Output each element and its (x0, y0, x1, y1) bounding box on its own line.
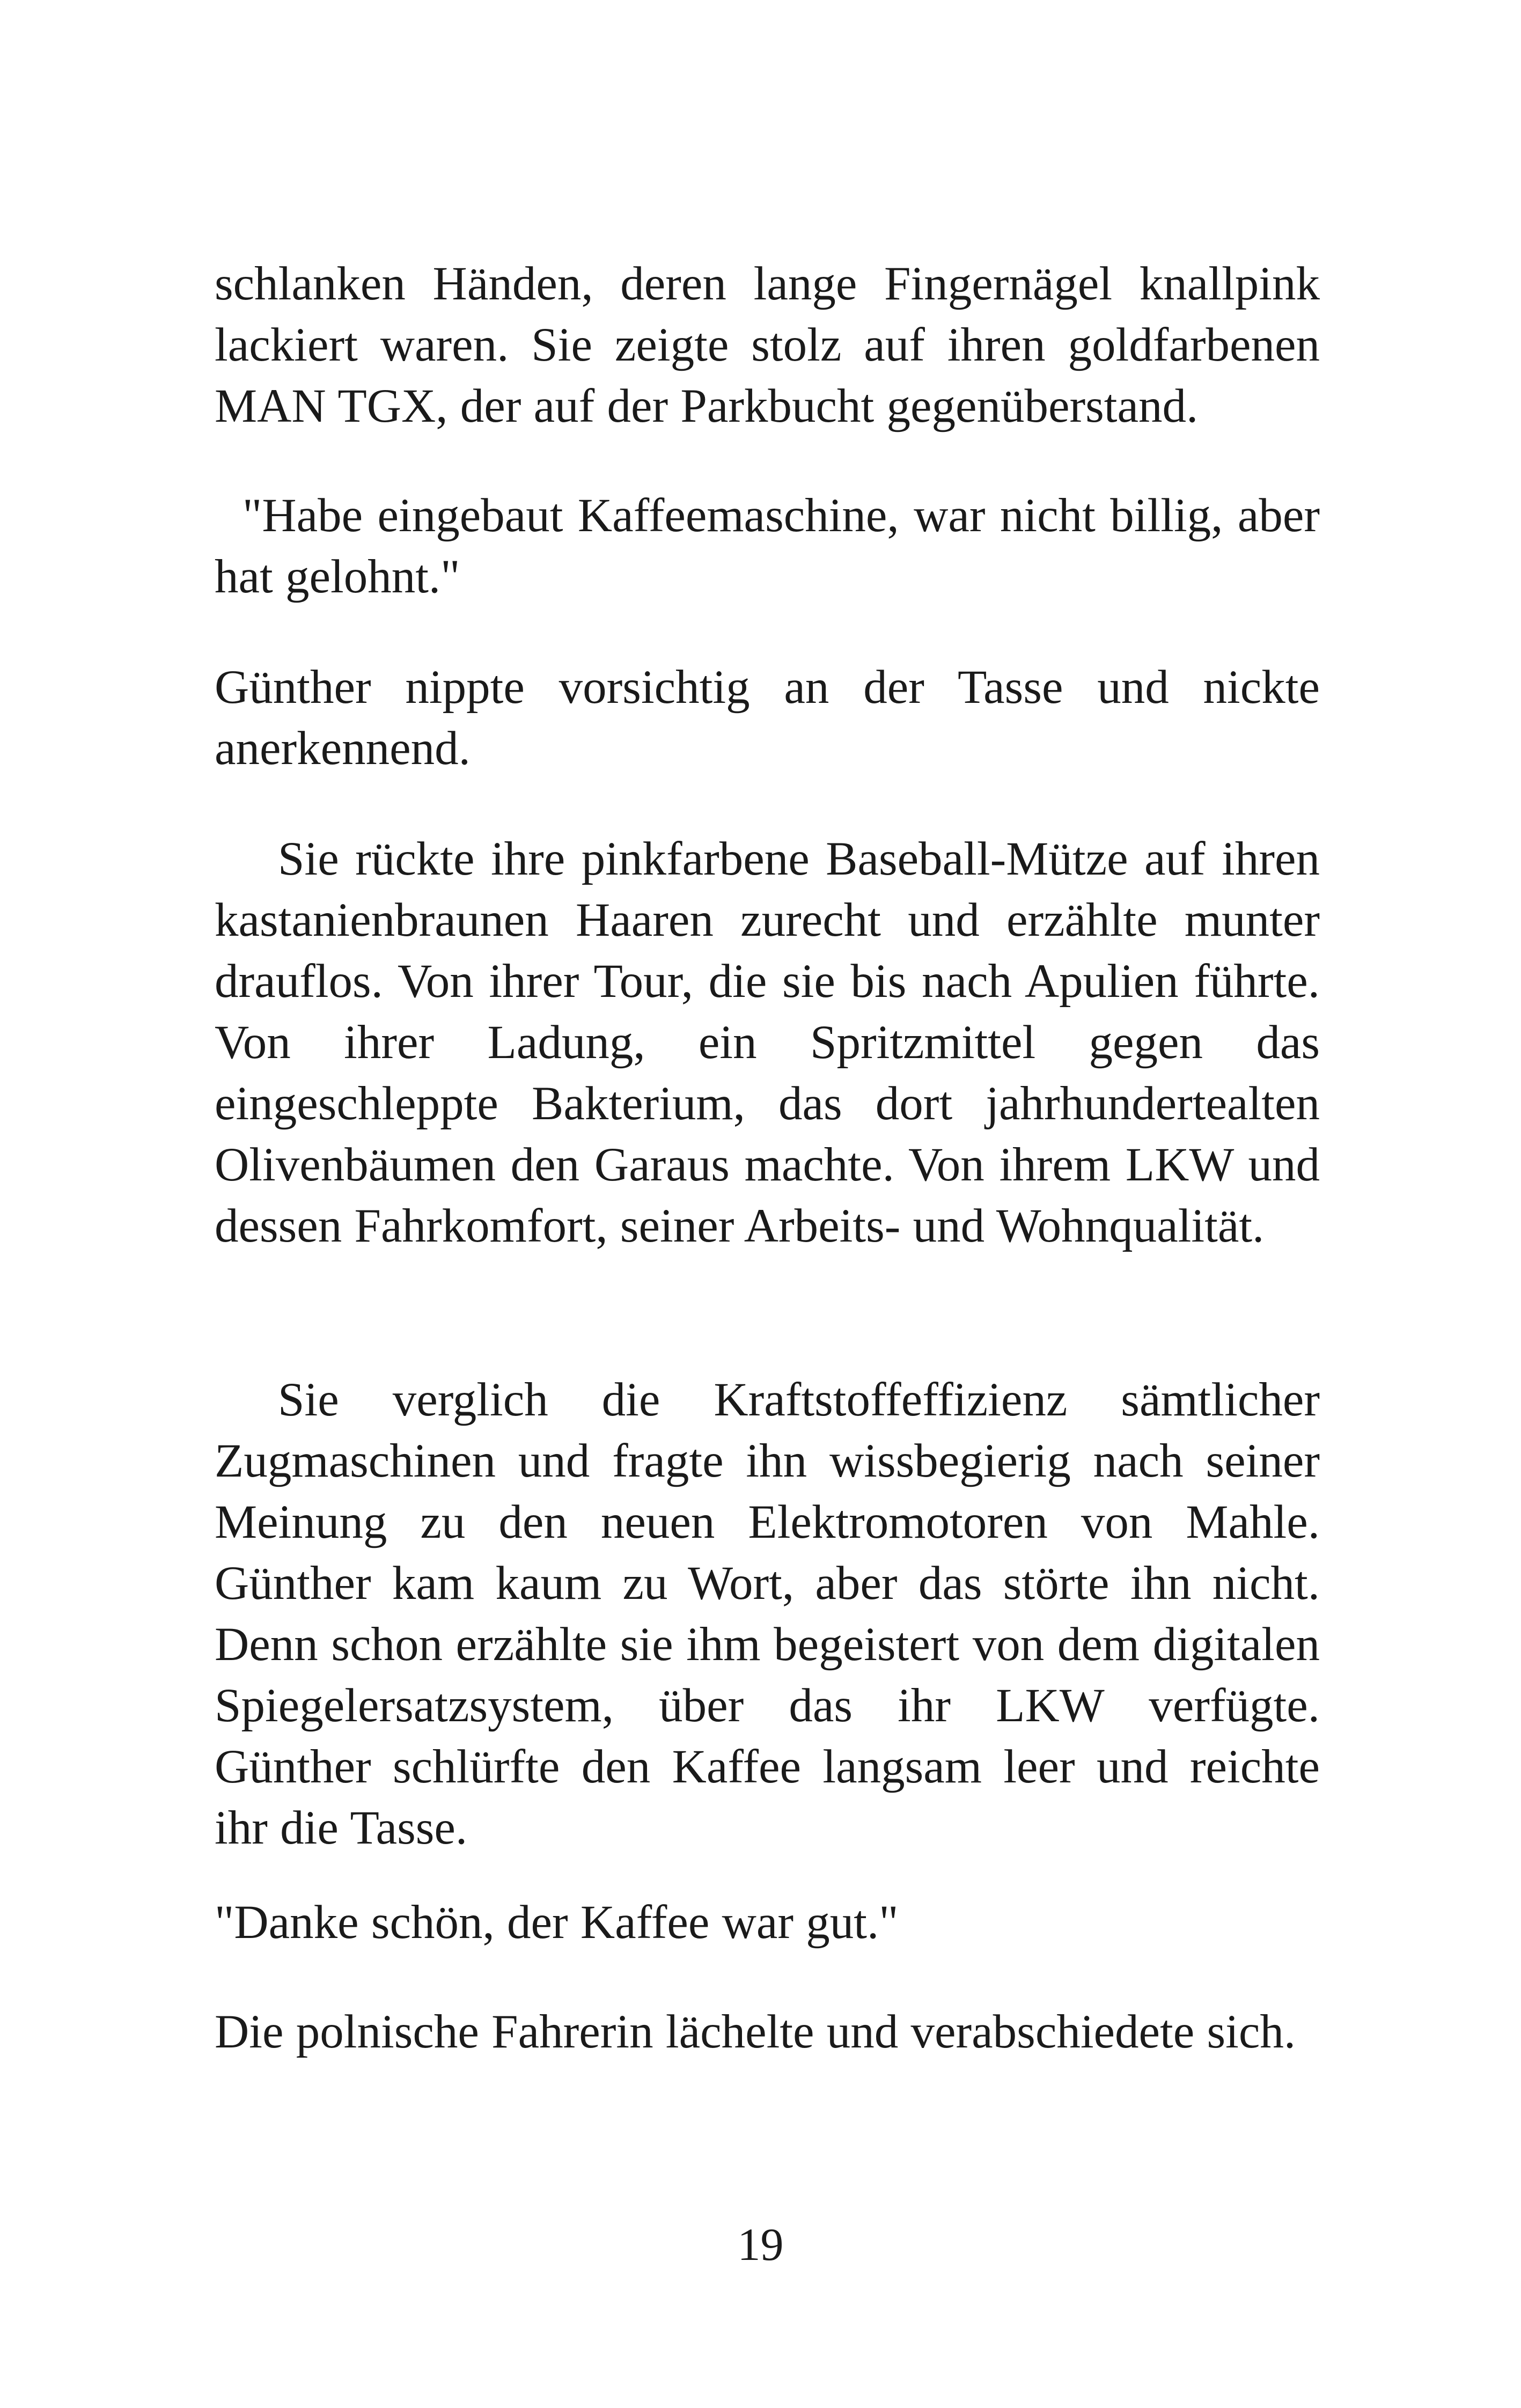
paragraph-text: Die polnische Fahrerin lächelte und verabschiedete sich. (215, 2006, 1296, 2058)
paragraph-text: Sie rückte ihre pinkfarbene Baseball-Mütze auf ihren kastanienbraunen Haaren zurecht und erzählte munter drauflos. Von ihrer Tour, die sie bis nach Apulien führte. Von ihrer Ladung, ein Spritzmittel gegen das eingeschleppte Bakterium, das dort jahrhundertealten Olivenbäumen den Garaus machte. Von ihrem LKW und dessen Fahrkomfort, seiner Arbeits- und Wohnqualität. (215, 833, 1320, 1252)
paragraph-4 (215, 828, 1320, 1257)
paragraph-7 (215, 2001, 1320, 2062)
paragraph-text: schlanken Händen, deren lange Fingernägel knallpink lackiert waren. Sie zeigte stolz auf ihren goldfarbenen MAN TGX, der auf der Parkbucht gegenüberstand. (215, 258, 1320, 432)
paragraph-text: "Habe eingebaut Kaffeemaschine, war nicht billig, aber hat gelohnt." (215, 489, 1320, 603)
paragraph-text: Günther nippte vorsichtig an der Tasse und nickte anerkennend. (215, 661, 1320, 775)
paragraph-3 (215, 657, 1320, 779)
paragraph-6 (215, 1892, 1320, 1953)
paragraph-text: Sie verglich die Kraftstoffeffizienz sämtlicher Zugmaschinen und fragte ihn wissbegierig nach seiner Meinung zu den neuen Elektromotoren von Mahle. Günther kam kaum zu Wort, aber das störte ihn nicht. Denn schon erzählte sie ihm begeistert von dem digitalen Spiegelersatzsystem, über das ihr LKW verfügte. Günther schlürfte den Kaffee langsam leer und reichte ihr die Tasse. (215, 1374, 1320, 1854)
paragraph-1 (215, 253, 1320, 437)
paragraph-2 (215, 485, 1320, 607)
paragraph-text: "Danke schön, der Kaffee war gut." (215, 1896, 899, 1949)
page-number: 19 (737, 2219, 784, 2270)
paragraph-5 (215, 1369, 1320, 1859)
